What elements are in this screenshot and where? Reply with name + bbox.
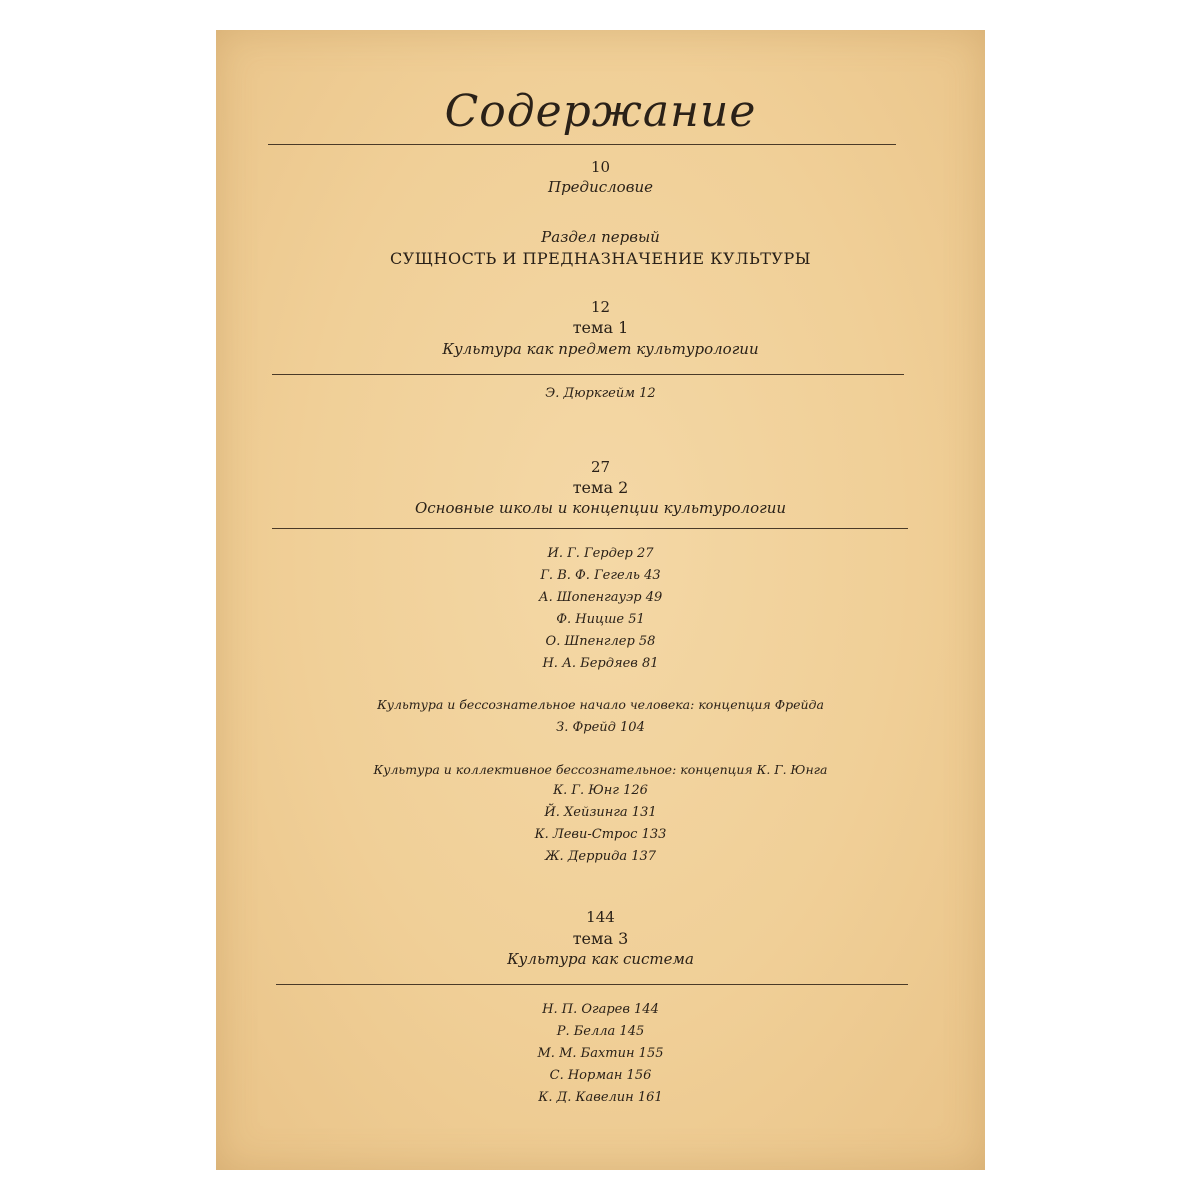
- topic3-page: 144: [586, 908, 615, 926]
- topic2-label: тема 2: [572, 478, 629, 497]
- topic1-title: Культура как предмет культурологии: [442, 340, 759, 358]
- page-title: Содержание: [444, 86, 757, 137]
- author-item: К. Г. Юнг 126: [553, 783, 648, 798]
- author-item: Ф. Ницше 51: [556, 612, 645, 627]
- title-rule: [268, 144, 896, 145]
- author-item: Н. А. Бердяев 81: [542, 656, 659, 671]
- preface-label: Предисловие: [548, 178, 653, 196]
- author-item: К. Леви-Строс 133: [534, 827, 667, 842]
- freud-heading: Культура и бессознательное начало человека: концепция Фрейда: [377, 697, 824, 712]
- topic3-title: Культура как система: [507, 950, 694, 968]
- author-item: Э. Дюркгейм 12: [545, 386, 656, 401]
- jung-heading: Культура и коллективное бессознательное: концепция К. Г. Юнга: [373, 762, 828, 777]
- topic2-rule: [272, 528, 908, 529]
- topic1-page: 12: [590, 298, 611, 316]
- author-item: А. Шопенгауэр 49: [538, 590, 663, 605]
- section-label: Раздел первый: [541, 228, 660, 246]
- author-item: К. Д. Кавелин 161: [538, 1090, 663, 1105]
- author-item: З. Фрейд 104: [556, 720, 645, 735]
- author-item: О. Шпенглер 58: [545, 634, 656, 649]
- author-item: Р. Белла 145: [556, 1024, 645, 1039]
- author-item: Н. П. Огарев 144: [542, 1002, 659, 1017]
- author-item: Ж. Деррида 137: [544, 849, 657, 864]
- topic2-title: Основные школы и концепции культурологии: [414, 499, 787, 517]
- author-item: Й. Хейзинга 131: [544, 805, 657, 820]
- author-item: Г. В. Ф. Гегель 43: [540, 568, 661, 583]
- preface-page: 10: [590, 158, 611, 176]
- author-item: С. Норман 156: [549, 1068, 652, 1083]
- book-page: [216, 30, 985, 1170]
- topic1-rule: [272, 374, 904, 375]
- author-item: И. Г. Гердер 27: [547, 546, 654, 561]
- topic2-page: 27: [590, 458, 611, 476]
- section-title: СУЩНОСТЬ И ПРЕДНАЗНАЧЕНИЕ КУЛЬТУРЫ: [389, 249, 811, 268]
- author-item: М. М. Бахтин 155: [537, 1046, 664, 1061]
- topic3-rule: [276, 984, 908, 985]
- topic3-label: тема 3: [572, 929, 629, 948]
- topic1-label: тема 1: [572, 318, 629, 337]
